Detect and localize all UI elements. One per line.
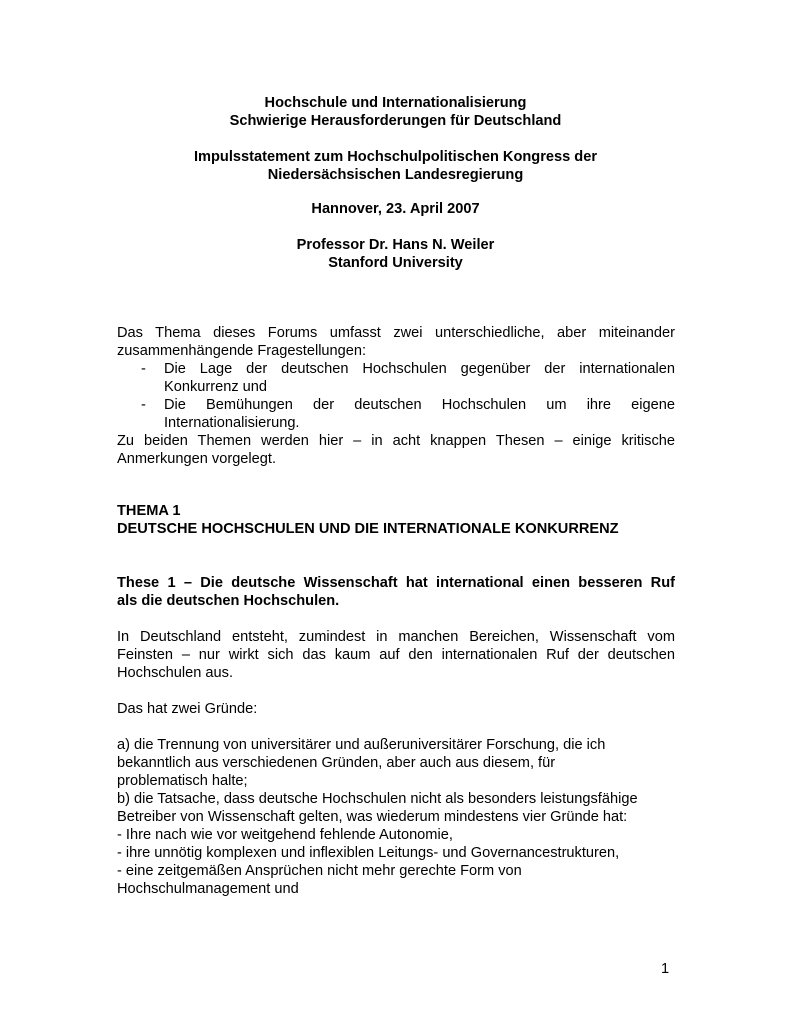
subtitle-line-1: Impulsstatement zum Hochschulpolitischen Kongress der [193, 149, 598, 165]
intro-paragraph [117, 324, 675, 468]
para1-line-1: In Deutschland entsteht, zumindest in manchen Bereichen, Wissenschaft vom [117, 629, 675, 645]
body-paragraph-1 [117, 628, 675, 682]
thema-heading [117, 502, 675, 538]
reason-line: bekanntlich aus verschiedenen Gründen, aber auch aus diesem, für [117, 755, 556, 771]
bullet-dash: - [141, 397, 146, 413]
reason-line: Betreiber von Wissenschaft gelten, was wiederum mindestens vier Gründe hat: [117, 809, 628, 825]
reason-line: b) die Tatsache, dass deutsche Hochschulen nicht als besonders leistungsfähige [117, 791, 638, 807]
para1-line-3: Hochschulen aus. [117, 665, 234, 681]
bullet-1-line-2: Konkurrenz und [164, 379, 268, 395]
reason-line: - ihre unnötig komplexen und inflexiblen Leitungs- und Governancestrukturen, [117, 845, 620, 861]
body-paragraph-2 [117, 700, 675, 718]
intro-closing-line-1: Zu beiden Themen werden hier – in acht knappen Thesen – einige kritische [117, 433, 675, 449]
intro-bullet-2 [117, 396, 675, 432]
author-block [0, 236, 791, 272]
title-line-1: Hochschule und Internationalisierung [264, 95, 527, 111]
intro-line-1: Das Thema dieses Forums umfasst zwei unterschiedliche, aber miteinander [117, 325, 675, 341]
author-affiliation: Stanford University [328, 255, 463, 271]
para2-text: Das hat zwei Gründe: [117, 701, 258, 717]
thema-title: DEUTSCHE HOCHSCHULEN UND DIE INTERNATIONALE KONKURRENZ [117, 521, 619, 537]
reason-line: - eine zeitgemäßen Ansprüchen nicht mehr gerechte Form von [117, 863, 522, 879]
bullet-dash: - [141, 361, 146, 377]
para1-line-2: Feinsten – nur wirkt sich das kaum auf den internationalen Ruf der deutschen [117, 647, 675, 663]
intro-line-2: zusammenhängende Fragestellungen: [117, 343, 367, 359]
intro-closing-line-2: Anmerkungen vorgelegt. [117, 451, 277, 467]
page-number: 1 [661, 961, 670, 977]
author-name: Professor Dr. Hans N. Weiler [296, 237, 495, 253]
document-subtitle [0, 148, 791, 184]
subtitle-line-2: Niedersächsischen Landesregierung [267, 167, 524, 183]
intro-bullet-1 [117, 360, 675, 396]
place-date [0, 200, 791, 218]
reasons-list [117, 736, 675, 898]
bullet-2-line-1: Die Bemühungen der deutschen Hochschulen um ihre eigene [164, 397, 675, 413]
these-line-2: als die deutschen Hochschulen. [117, 593, 340, 609]
reason-line: a) die Trennung von universitärer und außeruniversitärer Forschung, die ich [117, 737, 606, 753]
reason-line: problematisch halte; [117, 773, 248, 789]
reason-line: Hochschulmanagement und [117, 881, 299, 897]
thema-label: THEMA 1 [117, 503, 181, 519]
these-line-1: These 1 – Die deutsche Wissenschaft hat international einen besseren Ruf [117, 575, 675, 591]
place-date-text: Hannover, 23. April 2007 [311, 201, 480, 217]
bullet-1-line-1: Die Lage der deutschen Hochschulen gegenüber der internationalen [164, 361, 675, 377]
document-title [0, 94, 791, 130]
bullet-2-line-2: Internationalisierung. [164, 415, 300, 431]
reason-line: - Ihre nach wie vor weitgehend fehlende Autonomie, [117, 827, 453, 843]
title-line-2: Schwierige Herausforderungen für Deutschland [229, 113, 562, 129]
these-heading [117, 574, 675, 610]
